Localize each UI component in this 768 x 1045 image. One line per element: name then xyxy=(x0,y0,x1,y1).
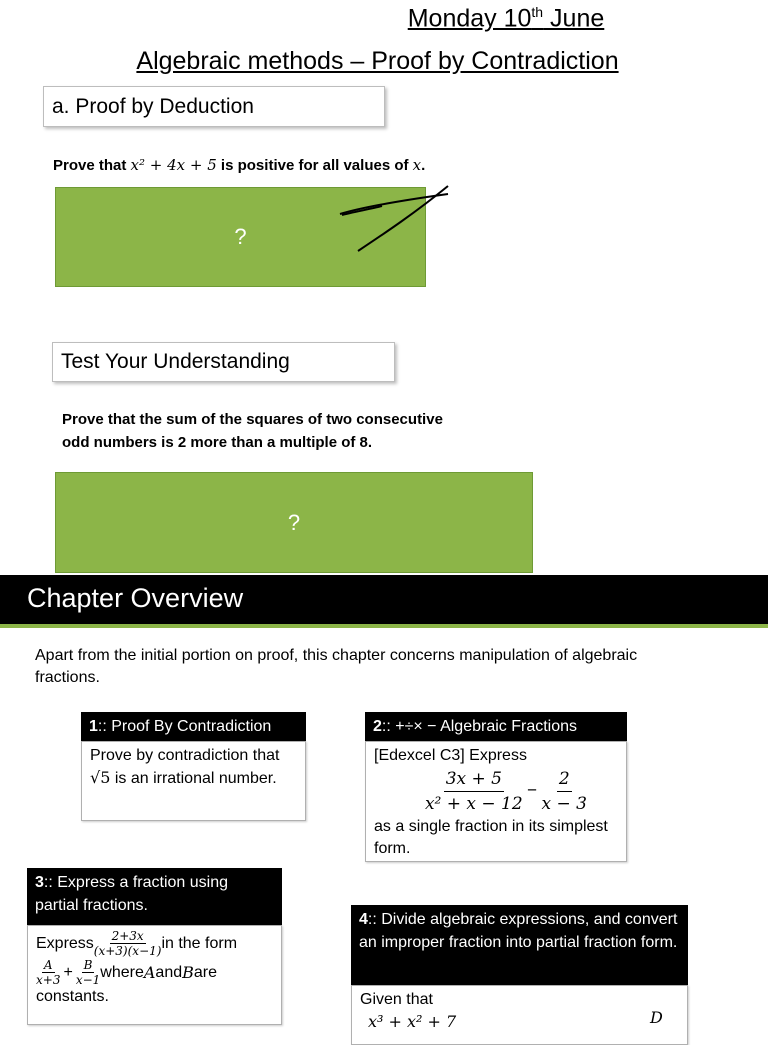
card-3-heading: 3:: Express a fraction using partial fractions. xyxy=(27,868,282,925)
test-answer-box[interactable]: ? xyxy=(55,472,533,573)
card-partial-fractions[interactable] xyxy=(27,868,282,1025)
date-heading: Monday 10th June xyxy=(407,4,605,33)
section-a-label: a. Proof by Deduction xyxy=(43,86,385,127)
page-title: Algebraic methods – Proof by Contradiction xyxy=(136,47,619,75)
card-divide-expressions[interactable] xyxy=(351,905,688,1045)
card-4-body: Given that x³ + x² + 7 D xyxy=(351,985,688,1045)
test-prompt: Prove that the sum of the squares of two consecutive odd numbers is 2 more than a multiple of 8. xyxy=(62,411,443,451)
section-a-answer-box[interactable]: ? xyxy=(55,187,426,287)
divider xyxy=(0,624,768,628)
card-1-body: Prove by contradiction that √5 is an irrational number. xyxy=(81,741,306,821)
card-proof-by-contradiction[interactable] xyxy=(81,712,306,821)
card-4-heading: 4:: Divide algebraic expressions, and convert an improper fraction into partial fraction form. xyxy=(351,905,688,985)
overview-intro: Apart from the initial portion on proof, this chapter concerns manipulation of algebraic fractions. xyxy=(35,647,638,686)
test-understanding-label: Test Your Understanding xyxy=(52,342,395,382)
pen-annotation xyxy=(330,178,460,258)
card-2-heading: 2:: +÷× − Algebraic Fractions xyxy=(365,712,627,741)
card-2-body: [Edexcel C3] Express $\frac{3x + 5}{\text{x² + x − 12}}$ − $\frac{2}{x - 3}$ as a single fraction in its simplest form. xyxy=(365,741,627,862)
card-1-heading: 1:: Proof By Contradiction xyxy=(81,712,306,741)
chapter-overview-header: Chapter Overview xyxy=(0,575,768,625)
card-3-body: Express $\frac{2+3x}{(x+3)(x-1)}$ in the form $\frac{A}{x+3}$ + $\frac{B}{x-1}$ where A and B are constants. xyxy=(27,925,282,1025)
section-a-prompt: Prove that x² + 4x + 5 is positive for all values of x. xyxy=(53,156,426,174)
card-algebraic-fractions[interactable] xyxy=(365,712,627,862)
